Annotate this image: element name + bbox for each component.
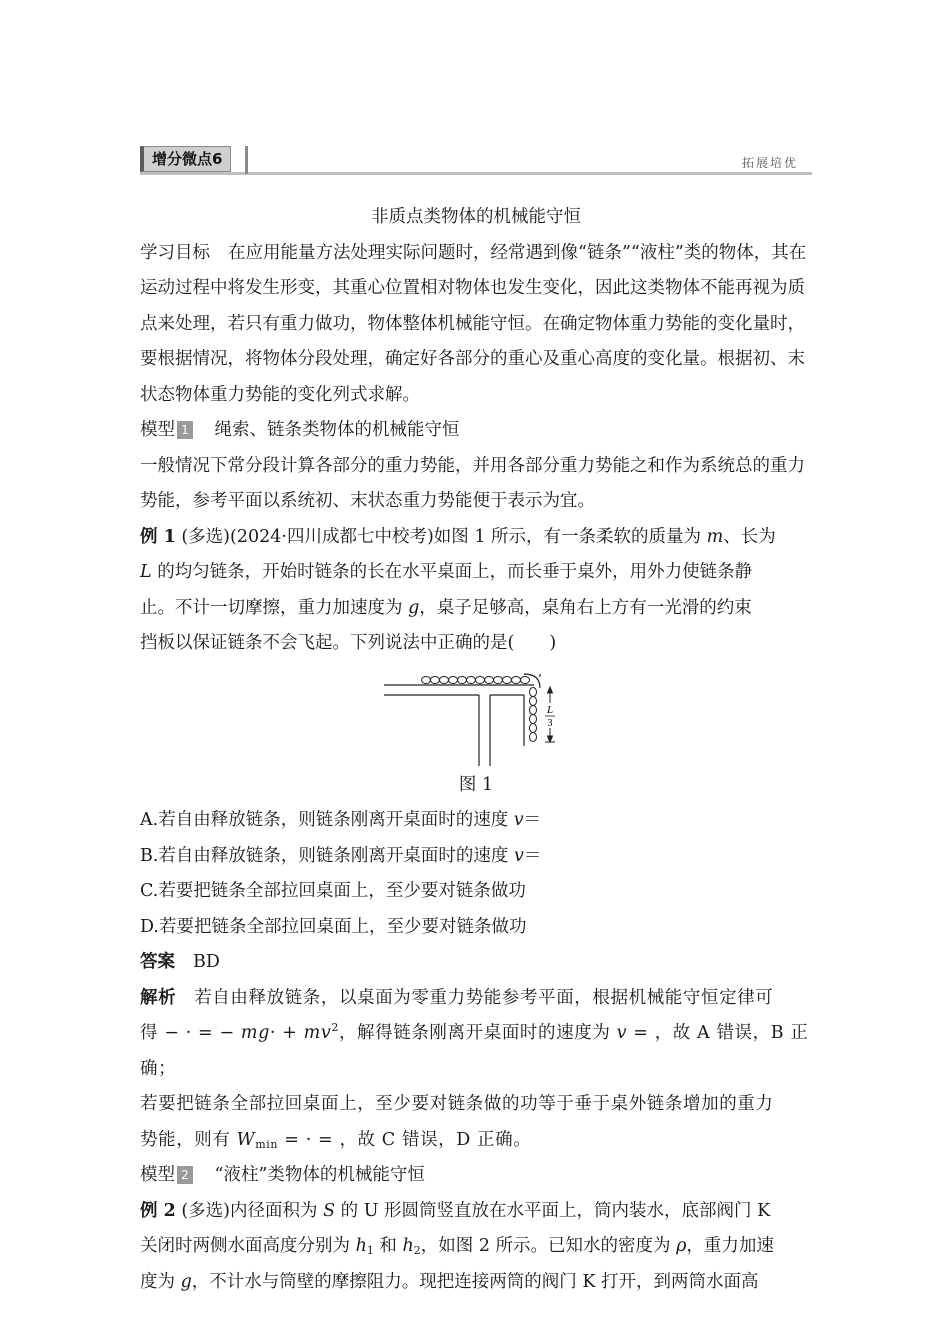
example2-text: ，不计水与筒壁的摩擦阻力。现把连接两筒的阀门 K 打开，到两筒水面高 xyxy=(191,1271,759,1292)
model2-label: 模型 xyxy=(140,1165,175,1185)
document-body xyxy=(140,200,812,1300)
analysis-label: 解析 xyxy=(140,987,177,1008)
model1-number-badge: 1 xyxy=(177,421,193,439)
example1-text: 的均匀链条，开始时链条的长在水平桌面上，而长垂于桌外，用外力使链条静 xyxy=(151,562,753,582)
dim-label-3: 3 xyxy=(547,717,553,729)
chain-table-diagram xyxy=(384,668,574,768)
var-rho: ρ xyxy=(676,1236,687,1256)
model1-label: 模型 xyxy=(140,420,175,440)
example2-line-3 xyxy=(140,1265,812,1301)
option-d: D.若要把链条全部拉回桌面上，至少要对链条做功 xyxy=(140,916,527,937)
figure-1-caption: 图 1 xyxy=(458,774,494,795)
model1-text: 一般情况下常分段计算各部分的重力势能，并用各部分重力势能之和作为系统总的重力势能，参考平面以系统初、末状态重力势能便于表示为宜。 xyxy=(140,455,805,511)
chain-links-horizontal xyxy=(422,676,530,683)
subscript-2: 2 xyxy=(413,1244,421,1257)
example2-label: 例 2 xyxy=(140,1200,176,1221)
var-mv: mv xyxy=(303,1023,332,1043)
example1-line-2 xyxy=(140,555,812,591)
example2-text: ，如图 2 所示。已知水的密度为 xyxy=(420,1236,677,1256)
var-v: v xyxy=(513,845,524,866)
option-text: A.若自由释放链条，则链条刚离开桌面时的速度 xyxy=(140,810,514,830)
analysis-text: 势能，则有 xyxy=(140,1129,237,1150)
subscript-min: min xyxy=(255,1137,279,1151)
example2-text: ，重力加速 xyxy=(686,1236,774,1256)
example1-text: 止。不计一切摩擦，重力加速度为 xyxy=(140,597,409,618)
option-a xyxy=(140,803,812,839)
analysis-line-2 xyxy=(140,1016,812,1087)
section-header xyxy=(140,146,812,176)
var-m: m xyxy=(706,526,724,547)
example1-line-3 xyxy=(140,591,812,627)
example2-line-2 xyxy=(140,1229,812,1265)
analysis-text: = ，故 A 错误，B 正确； xyxy=(140,1023,809,1079)
example1-line-1 xyxy=(140,520,812,556)
analysis-text: ，解得链条刚离开桌面时的速度为 xyxy=(338,1023,617,1043)
var-v: v xyxy=(513,810,524,830)
example1-line-4: 挡板以保证链条不会飞起。下列说法中正确的是( ) xyxy=(140,633,557,653)
chain-links-hanging xyxy=(530,687,537,741)
analysis-text: = · = ，故 C 错误，D 正确。 xyxy=(278,1129,532,1150)
example1-text: 、长为 xyxy=(723,526,776,547)
header-rule xyxy=(140,172,812,175)
var-L: L xyxy=(140,562,152,582)
option-text: B.若自由释放链条，则链条刚离开桌面时的速度 xyxy=(140,845,514,866)
example2-text: 关闭时两侧水面高度分别为 xyxy=(140,1236,356,1256)
analysis-text: · + xyxy=(269,1023,304,1043)
analysis-text: 得 − · = − xyxy=(140,1023,241,1043)
answer-value: BD xyxy=(193,952,220,972)
example2-text: (多选)内径面积为 xyxy=(181,1200,324,1221)
model1-title: 绳索、链条类物体的机械能守恒 xyxy=(214,420,460,440)
example2-line-1 xyxy=(140,1194,812,1230)
exponent: 2 xyxy=(331,1021,339,1035)
subscript-1: 1 xyxy=(366,1244,374,1257)
model2-number-badge: 2 xyxy=(177,1166,193,1184)
analysis-line-3: 若要把链条全部拉回桌面上，至少要对链条做的功等于垂于桌外链条增加的重力 xyxy=(140,1094,774,1114)
var-h: h xyxy=(355,1236,367,1256)
analysis-line-4 xyxy=(140,1123,812,1159)
option-text: ＝ xyxy=(523,845,542,866)
analysis-line-1 xyxy=(140,981,812,1017)
option-b xyxy=(140,839,812,875)
option-text: ＝ xyxy=(523,810,542,830)
var-g: g xyxy=(408,597,420,618)
var-S: S xyxy=(323,1200,336,1221)
section-category: 拓展培优 xyxy=(741,156,798,170)
model2-title: “液柱”类物体的机械能守恒 xyxy=(214,1165,425,1185)
model2-heading xyxy=(140,1158,812,1194)
answer-line xyxy=(140,945,812,981)
tag-separator xyxy=(245,146,248,174)
answer-label: 答案 xyxy=(140,952,175,972)
example2-text: 度为 xyxy=(140,1271,181,1292)
var-W: W xyxy=(236,1129,256,1150)
var-v: v xyxy=(616,1023,628,1043)
objective-text: 在应用能量方法处理实际问题时，经常遇到像“链条”“液柱”类的物体，其在运动过程中将发生形变，其重心位置相对物体也发生变化，因此这类物体不能再视为质点来处理，若只有重力做功，物体整体机械能守恒。在确定物体重力势能的变化量时，要根据情况，将物体分段处理，确定好各部分的重心及重心高度的变化量。根据初、末状态物体重力势能的变化列式求解。 xyxy=(140,242,807,405)
dim-label-L: L xyxy=(546,703,554,716)
var-mg: mg xyxy=(240,1023,270,1043)
var-h: h xyxy=(402,1236,414,1256)
learning-objective xyxy=(140,236,812,414)
objective-label: 学习目标 xyxy=(140,242,210,263)
figure-1 xyxy=(140,668,812,768)
example2-text: 的 U 形圆筒竖直放在水平面上，筒内装水，底部阀门 K xyxy=(335,1200,771,1221)
var-g: g xyxy=(180,1271,192,1292)
example1-text: (多选)(2024·四川成都七中校考)如图 1 所示，有一条柔软的质量为 xyxy=(181,526,707,547)
example2-text: 和 xyxy=(373,1236,403,1256)
lesson-title: 非质点类物体的机械能守恒 xyxy=(371,207,581,227)
example1-label: 例 1 xyxy=(140,526,176,547)
section-tag: 增分微点6 xyxy=(140,146,231,172)
analysis-text: 若自由释放链条，以桌面为零重力势能参考平面，根据机械能守恒定律可 xyxy=(194,987,774,1008)
option-c: C.若要把链条全部拉回桌面上，至少要对链条做功 xyxy=(140,881,526,901)
model1-heading xyxy=(140,413,812,449)
example1-text: ，桌子足够高，桌角右上方有一光滑的约束 xyxy=(419,597,752,618)
